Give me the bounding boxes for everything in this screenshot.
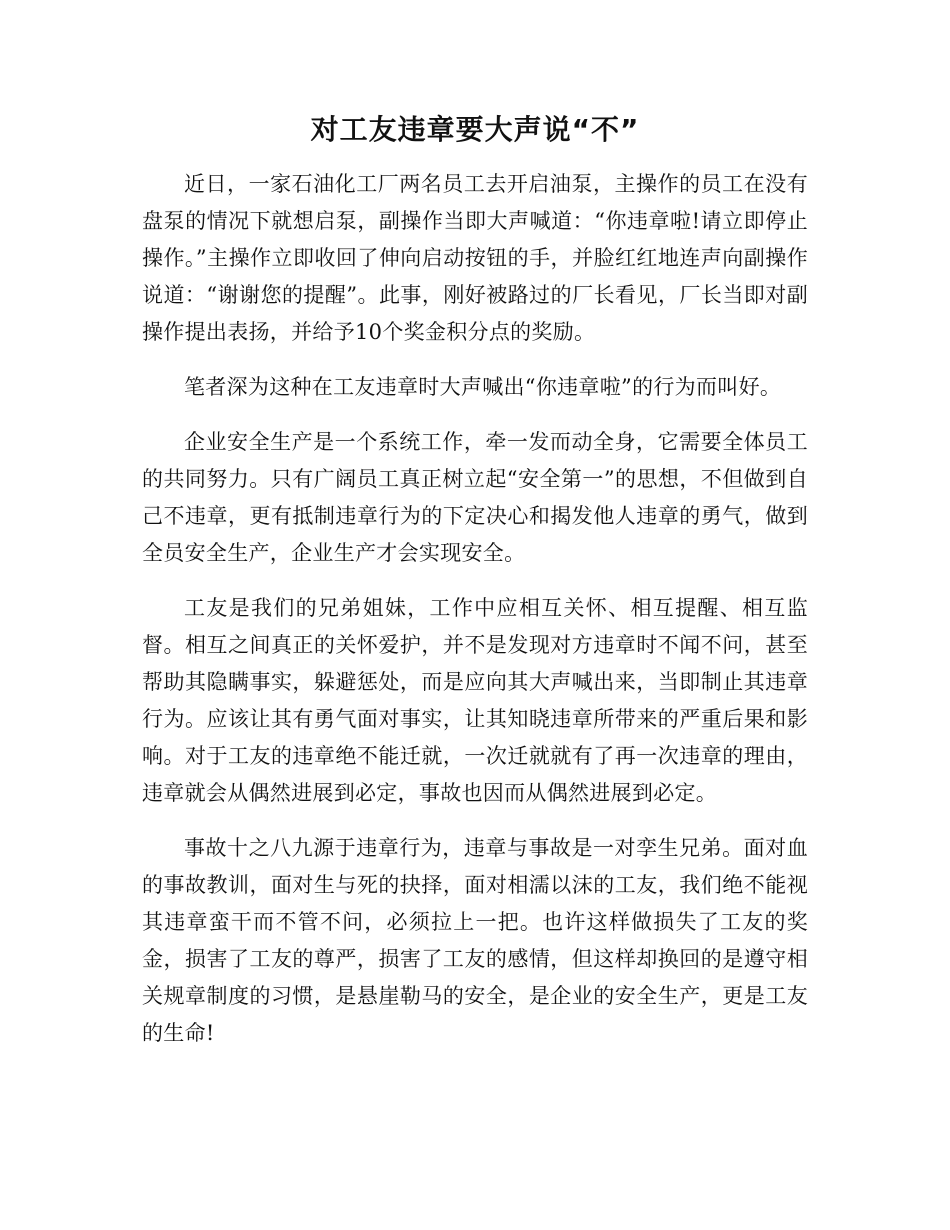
paragraph-2: 笔者深为这种在工友违章时大声喊出“你违章啦”的行为而叫好。 <box>184 375 782 399</box>
document-title: 对工友违章要大声说“不” <box>310 113 640 146</box>
paragraph-5: 事故十之八九源于违章行为，违章与事故是一对孪生兄弟。面对血的事故教训，面对生与死的抉择，面对相濡以沫的工友，我们绝不能视其违章蛮干而不管不问，必须拉上一把。也许这样做损失了工友的奖金，损害了工友的尊严，损害了工友的感情，但这样却换回的是遵守相关规章制度的习惯，是悬崖勒马的安全，是企业的安全生产，更是工友的生命! <box>142 836 808 1045</box>
paragraph-3: 企业安全生产是一个系统工作，牵一发而动全身，它需要全体员工的共同努力。只有广阔员工真正树立起“安全第一”的思想，不但做到自己不违章，更有抵制违章行为的下定决心和揭发他人违章的勇气，做到全员安全生产，企业生产才会实现安全。 <box>142 430 808 565</box>
paragraph-1: 近日，一家石油化工厂两名员工去开启油泵，主操作的员工在没有盘泵的情况下就想启泵，副操作当即大声喊道：“你违章啦!请立即停止操作。”主操作立即收回了伸向启动按钮的手，并脸红红地连声向副操作说道：“谢谢您的提醒”。此事，刚好被路过的厂长看见，厂长当即对副操作提出表扬，并给予10个奖金积分点的奖励。 <box>142 172 808 344</box>
paragraph-4: 工友是我们的兄弟姐妹，工作中应相互关怀、相互提醒、相互监督。相互之间真正的关怀爱护，并不是发现对方违章时不闻不问，甚至帮助其隐瞒事实，躲避惩处，而是应向其大声喊出来，当即制止其违章行为。应该让其有勇气面对事实，让其知晓违章所带来的严重后果和影响。对于工友的违章绝不能迁就，一次迁就就有了再一次违章的理由，违章就会从偶然进展到必定，事故也因而从偶然进展到必定。 <box>142 596 808 805</box>
document-body <box>142 166 808 1070</box>
